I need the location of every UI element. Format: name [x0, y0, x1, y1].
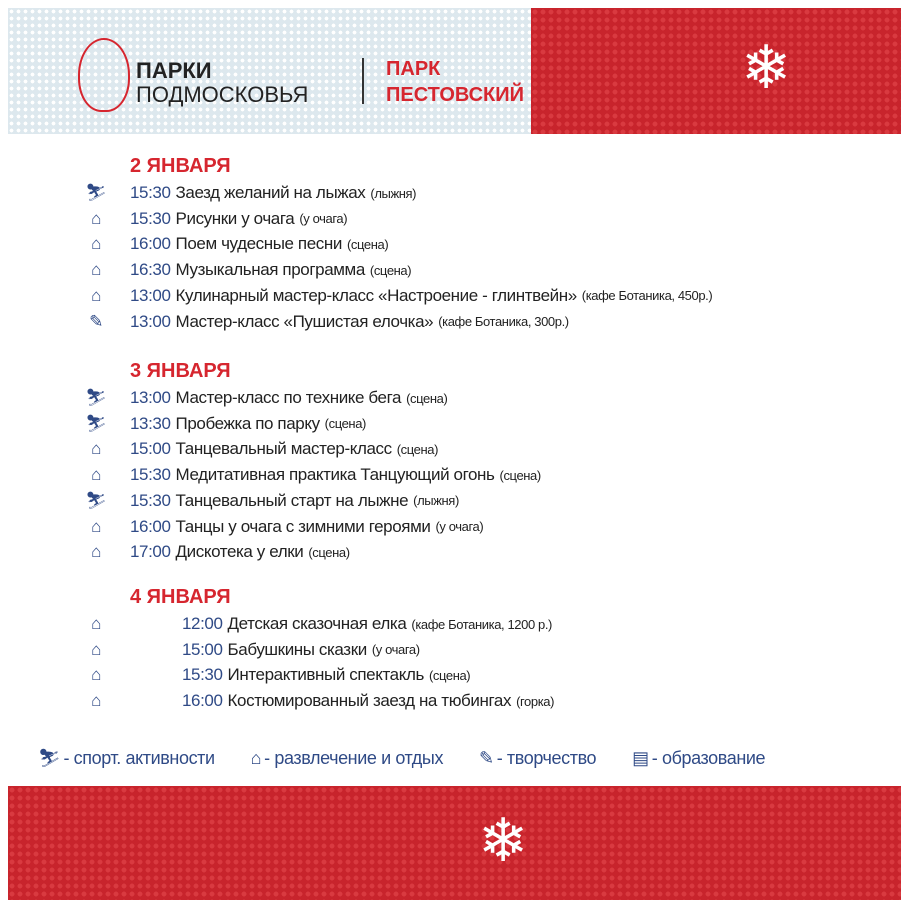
palette-icon: ✎	[89, 311, 103, 331]
carousel-icon: ⌂	[91, 234, 101, 254]
event-time: 16:00	[182, 691, 223, 711]
legend-label: - спорт. активности	[63, 748, 215, 768]
runner-icon: ⛷	[85, 490, 107, 510]
event-name: Танцы у очага с зимними героями	[175, 516, 431, 536]
event-place: (кафе Ботаника, 450р.)	[581, 288, 713, 304]
event-time: 17:00	[130, 542, 171, 562]
event-place: (горка)	[516, 693, 555, 709]
event-place: (сцена)	[396, 441, 439, 457]
event-row	[84, 207, 347, 231]
event-row	[84, 232, 388, 256]
event-row	[84, 258, 411, 282]
mosaic-decoration	[531, 8, 901, 134]
event-row	[84, 181, 416, 205]
event-name: Заезд желаний на лыжах	[175, 183, 366, 202]
event-place: (сцена)	[428, 667, 471, 683]
day-heading: 3 ЯНВАРЯ	[130, 360, 231, 382]
event-name: Дискотека у елки	[175, 542, 304, 562]
event-time: 15:30	[130, 465, 171, 485]
book-icon: ▤	[632, 748, 649, 768]
event-time: 15:30	[130, 183, 171, 202]
runner-icon: ⛷	[85, 413, 107, 433]
carousel-icon: ⌂	[91, 285, 101, 305]
event-name: Костюмированный заезд на тюбингах	[227, 691, 512, 711]
legend-label: - творчество	[496, 748, 597, 768]
event-row	[84, 612, 552, 636]
divider	[362, 58, 364, 104]
snowflake-icon: ❄	[741, 34, 792, 101]
day-heading: 4 ЯНВАРЯ	[130, 586, 231, 608]
event-time: 16:30	[130, 260, 171, 280]
footer-mosaic	[8, 786, 901, 900]
event-time: 16:00	[130, 516, 171, 536]
legend-item	[632, 748, 765, 769]
carousel-icon: ⌂	[91, 639, 101, 659]
carousel-icon: ⌂	[91, 614, 101, 633]
event-name: Интерактивный спектакль	[227, 665, 424, 685]
event-row	[84, 540, 350, 564]
event-name: Танцевальный старт на лыжне	[175, 490, 409, 510]
event-row	[84, 689, 554, 713]
event-place: (сцена)	[324, 416, 366, 432]
carousel-icon: ⌂	[91, 516, 101, 536]
event-place: (сцена)	[499, 467, 541, 483]
park-line2: ПЕСТОВСКИЙ	[386, 84, 525, 106]
header-banner	[8, 8, 901, 134]
event-name: Танцевальный мастер-класс	[175, 439, 392, 459]
event-row	[84, 386, 447, 410]
event-row	[84, 437, 438, 461]
legend-label: - развлечение и отдых	[264, 748, 444, 768]
event-name: Рисунки у очага	[175, 208, 295, 228]
carousel-icon: ⌂	[91, 260, 101, 280]
event-place: (лыжня)	[413, 493, 459, 509]
event-name: Детская сказочная елка	[227, 614, 407, 633]
legend	[38, 748, 765, 769]
runner-icon: ⛷	[85, 183, 107, 202]
event-time: 13:00	[130, 311, 171, 331]
event-place: (сцена)	[308, 544, 350, 560]
event-time: 15:30	[130, 208, 171, 228]
event-place: (сцена)	[346, 236, 389, 252]
event-time: 13:00	[130, 285, 171, 305]
event-row	[84, 463, 541, 487]
event-place: (лыжня)	[370, 185, 417, 201]
logo-line1: ПАРКИ	[136, 58, 212, 83]
event-place: (сцена)	[369, 262, 412, 278]
carousel-icon: ⌂	[91, 691, 101, 711]
event-place: (у очага)	[435, 519, 484, 534]
legend-item	[479, 748, 596, 769]
event-place: (у очага)	[299, 211, 348, 227]
event-name: Бабушкины сказки	[227, 639, 367, 659]
event-place: (кафе Ботаника, 300р.)	[438, 314, 569, 329]
event-row	[84, 412, 366, 436]
event-place: (кафе Ботаника, 1200 р.)	[411, 616, 552, 632]
event-time: 15:30	[130, 490, 171, 510]
park-line1: ПАРК	[386, 58, 441, 80]
event-time: 12:00	[182, 614, 223, 633]
logo-line2: ПОДМОСКОВЬЯ	[136, 82, 309, 107]
runner-icon: ⛷	[85, 388, 107, 407]
event-place: (у очага)	[371, 642, 420, 658]
palette-icon: ✎	[479, 748, 494, 768]
event-name: Пробежка по парку	[175, 413, 320, 433]
snowflake-icon: ❄	[478, 807, 529, 874]
event-name: Мастер-класс по технике бега	[175, 388, 402, 407]
carousel-icon: ⌂	[250, 748, 262, 768]
carousel-icon: ⌂	[91, 439, 101, 459]
event-name: Кулинарный мастер-класс «Настроение - глинтвейн»	[175, 285, 577, 305]
runner-icon: ⛷	[38, 748, 61, 768]
event-time: 16:00	[130, 234, 171, 254]
event-place: (сцена)	[406, 390, 448, 406]
legend-item	[251, 748, 443, 769]
event-name: Мастер-класс «Пушистая елочка»	[175, 311, 434, 331]
logo-icon	[78, 38, 130, 112]
day-heading: 2 ЯНВАРЯ	[130, 155, 231, 177]
event-time: 15:00	[130, 439, 171, 459]
event-row	[84, 310, 569, 334]
carousel-icon: ⌂	[91, 208, 101, 228]
event-row	[84, 489, 459, 513]
event-name: Поем чудесные песни	[175, 234, 342, 254]
event-name: Музыкальная программа	[175, 260, 365, 280]
event-row	[84, 663, 470, 687]
event-row	[84, 638, 420, 662]
carousel-icon: ⌂	[91, 542, 101, 562]
event-name: Медитативная практика Танцующий огонь	[175, 465, 495, 485]
event-row	[84, 284, 712, 308]
event-time: 15:00	[182, 639, 223, 659]
event-row	[84, 515, 483, 539]
carousel-icon: ⌂	[91, 465, 101, 485]
legend-item	[38, 748, 215, 769]
event-time: 13:30	[130, 413, 171, 433]
legend-label: - образование	[651, 748, 766, 768]
carousel-icon: ⌂	[91, 665, 101, 685]
event-time: 13:00	[130, 388, 171, 407]
event-time: 15:30	[182, 665, 223, 685]
